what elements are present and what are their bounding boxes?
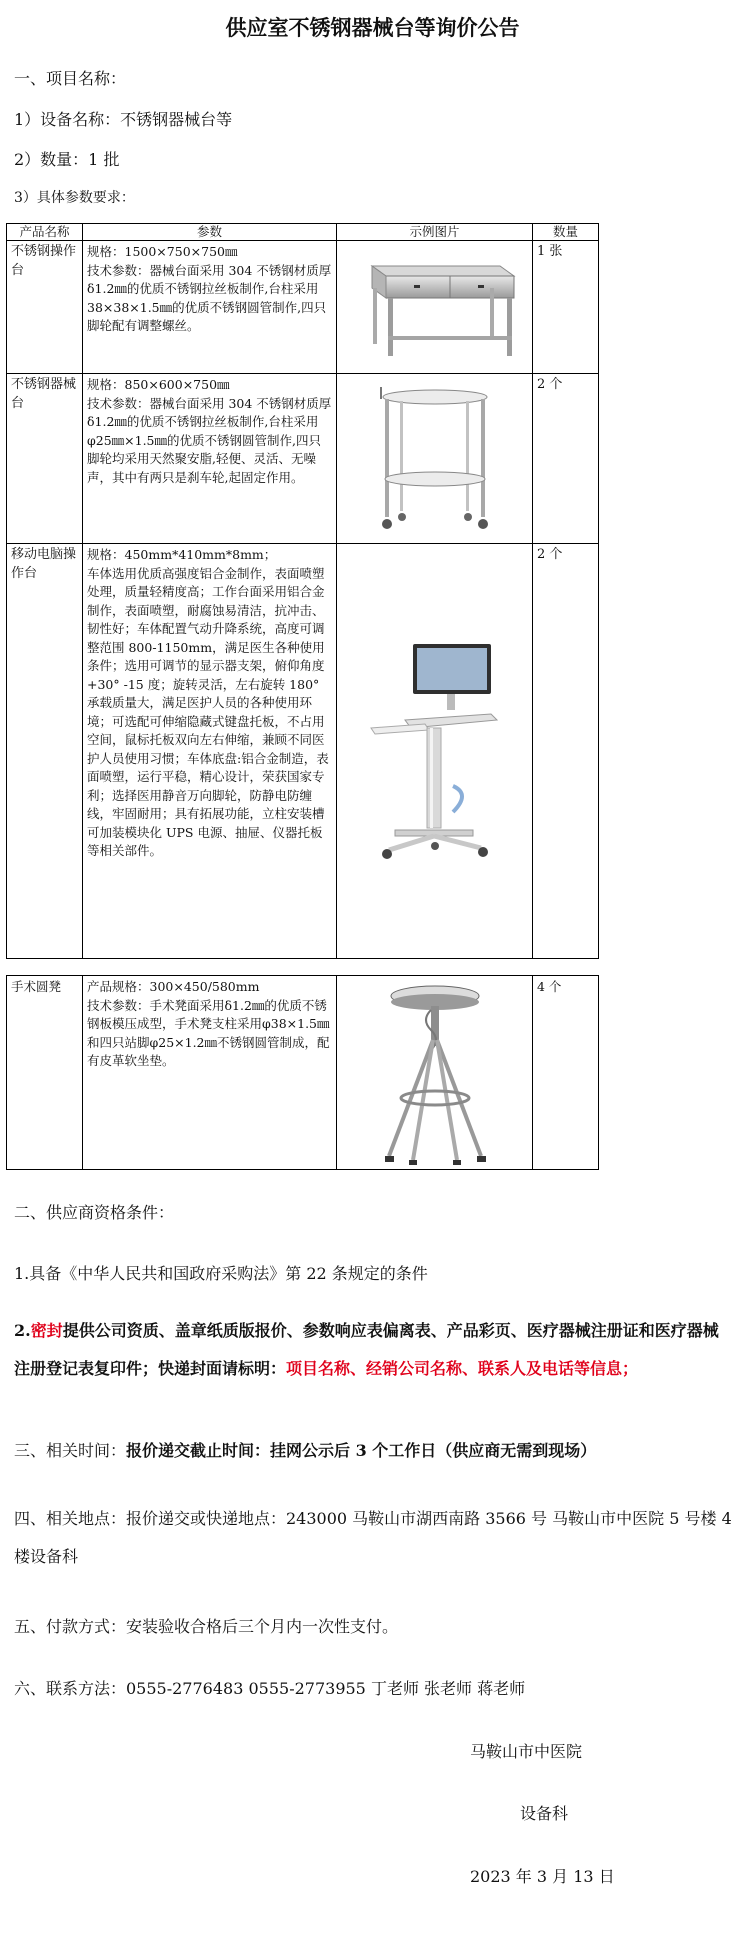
header-image: 示例图片	[337, 224, 533, 241]
table-row	[7, 374, 599, 544]
section3-label: 三、相关时间：	[14, 1441, 127, 1460]
product-name: 手术圆凳	[7, 976, 83, 1170]
surgical-stool-photo-icon	[337, 976, 533, 1170]
signature-dept: 设备科	[520, 1804, 569, 1823]
product-name: 不锈钢操作台	[7, 241, 83, 374]
header-params: 参数	[83, 224, 337, 241]
section6-contact: 六、联系方法：0555-2776483 0555-2773955 丁老师 张老师 蒋老师	[14, 1679, 526, 1698]
mobile-computer-cart-photo-icon	[337, 544, 533, 959]
section2-heading: 二、供应商资格条件：	[14, 1203, 175, 1222]
product-params: 规格：1500×750×750㎜ 技术参数：器械台面采用 304 不锈钢材质厚δ1.2㎜的优质不锈钢拉丝板制作,台柱采用 38×38×1.5㎜的优质不锈钢圆管制作,四只脚轮配有调整螺丝。	[83, 241, 337, 374]
product-qty: 2 个	[533, 544, 599, 959]
item2-body: 提供公司资质、盖章纸质版报价、参数响应表偏离表、产品彩页、医疗器械注册证和医疗器械注册登记表复印件；快递封面请标明：	[14, 1321, 719, 1378]
steel-workbench-photo-icon	[337, 241, 533, 374]
signature-date: 2023 年 3 月 13 日	[470, 1867, 615, 1886]
qualification-item1: 1.具备《中华人民共和国政府采购法》第 22 条规定的条件	[14, 1264, 428, 1283]
product-params: 产品规格：300×450/580mm 技术参数：手术凳面采用δ1.2㎜的优质不锈钢板模压成型，手术凳支柱采用φ38×1.5㎜和四只站脚φ25×1.2㎜不锈钢圆管制成，配有皮革软坐垫。	[83, 976, 337, 1170]
deadline-text: 报价递交截止时间：挂网公示后 3 个工作日（供应商无需到现场）	[126, 1441, 597, 1460]
product-qty: 4 个	[533, 976, 599, 1170]
table-row	[7, 544, 599, 959]
product-name: 移动电脑操作台	[7, 544, 83, 959]
header-product: 产品名称	[7, 224, 83, 241]
item2-number: 2.	[14, 1321, 31, 1340]
product-params: 规格：850×600×750㎜ 技术参数：器械台面采用 304 不锈钢材质厚δ1.2㎜的优质不锈钢拉丝板制作,台柱采用φ25㎜×1.5㎜的优质不锈钢圆管制作,四只脚轮均采用天然聚安脂,轻便、灵活、无噪声，其中有两只是刹车轮,起固定作用。	[83, 374, 337, 544]
table-header-row	[7, 224, 599, 241]
stool-table	[6, 975, 599, 1170]
product-qty: 2 个	[533, 374, 599, 544]
section3	[14, 1438, 596, 1461]
table-row	[7, 241, 599, 374]
product-name: 不锈钢器械台	[7, 374, 83, 544]
signature-org: 马鞍山市中医院	[470, 1742, 583, 1761]
params-table	[6, 223, 599, 959]
params-heading: 3）具体参数要求：	[14, 190, 135, 206]
section5-payment: 五、付款方式：安装验收合格后三个月内一次性支付。	[14, 1617, 399, 1636]
product-qty: 1 张	[533, 241, 599, 374]
section1-heading: 一、项目名称：	[14, 69, 127, 88]
sealed-label: 密封	[30, 1321, 63, 1340]
envelope-info: 项目名称、经销公司名称、联系人及电话等信息；	[286, 1359, 639, 1378]
device-name: 1）设备名称：不锈钢器械台等	[14, 110, 233, 129]
product-params: 规格：450mm*410mm*8mm； 车体选用优质高强度铝合金制作，表面喷塑处理，质量轻精度高；工作台面采用铝合金制作，表面喷塑，耐腐蚀易清洁，抗冲击、韧性好；车体配置气动升降系统，高度可调整范围 800-1150mm，满足医生各种使用条件；选用可调节的显示器支架，俯仰角度+30° -15 度；旋转灵活，左右旋转 180° 承载质量大，满足医护人员的各种使用环境；可选配可伸缩隐藏式键盘托板，不占用空间，鼠标托板双向左右伸缩，兼顾不同医护人员使用习惯；车体底盘:铝合金制造，表面喷塑，运行平稳，精心设计，荣获国家专利；选择医用静音万向脚轮，防静电防缠线，牢固耐用；具有拓展功能，立柱安装槽可加装模块化 UPS 电源、抽屉、仪器托板等相关部件。	[83, 544, 337, 959]
page-title: 供应室不锈钢器械台等询价公告	[225, 16, 520, 40]
qualification-item2	[14, 1312, 734, 1388]
table-row	[7, 976, 599, 1170]
quantity-line: 2）数量：1 批	[14, 150, 120, 169]
section4-location: 四、相关地点：报价递交或快递地点：243000 马鞍山市湖西南路 3566 号 马鞍山市中医院 5 号楼 4 楼设备科	[14, 1509, 732, 1566]
header-qty: 数量	[533, 224, 599, 241]
instrument-trolley-photo-icon	[337, 374, 533, 544]
